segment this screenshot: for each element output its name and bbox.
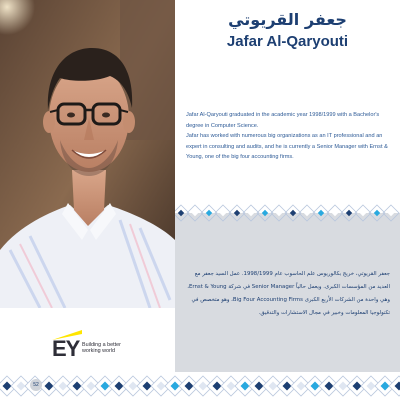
portrait-photo [0,0,175,308]
ey-tagline-line2: working world [82,348,115,354]
bio-arabic [185,268,390,320]
bio-english-paragraph: Jafar Al-Qaryouti graduated in the academic year 1998/1999 with a Bachelor's degree in Computer Science. [186,112,380,129]
english-panel [175,0,400,228]
page-number: 52 [30,379,42,391]
left-column [0,0,175,400]
bio-arabic-paragraph: جعفر القريوتي، خريج بكالوريوس علم الحاسوب عام 1998/1999. عمل السيد جعفر مع العديد من المؤسسات الكبرى. ويعمل حالياً Senior Manager في شركة Ernst & Young، وهي واحدة من الشركات الأربع الكبرى Big Four Accounting Firms، وهو متخصص في تكنولوجيا المعلومات وخبير في مجال الاستشارات والتدقيق. [187,271,390,316]
logo-area [0,308,175,366]
ey-tagline [82,342,142,354]
ey-brand-text: EY [52,336,80,361]
bottom-pattern-band [0,372,400,400]
ey-logo [52,330,142,360]
name-english: Jafar Al-Qaryouti [226,33,349,50]
bio-english [186,110,391,163]
ey-tagline-line1: Building a better [82,342,121,348]
diamond-pattern-band [175,196,400,230]
name-arabic: جعفر القريوتي [228,10,347,29]
bio-english-paragraph: Jafar has worked with numerous big organizations as an IT professional and an expert in consulting and audits, and he is currently a Senior Manager with Ernst & Young, one of the big four accounting firms. [186,133,388,161]
